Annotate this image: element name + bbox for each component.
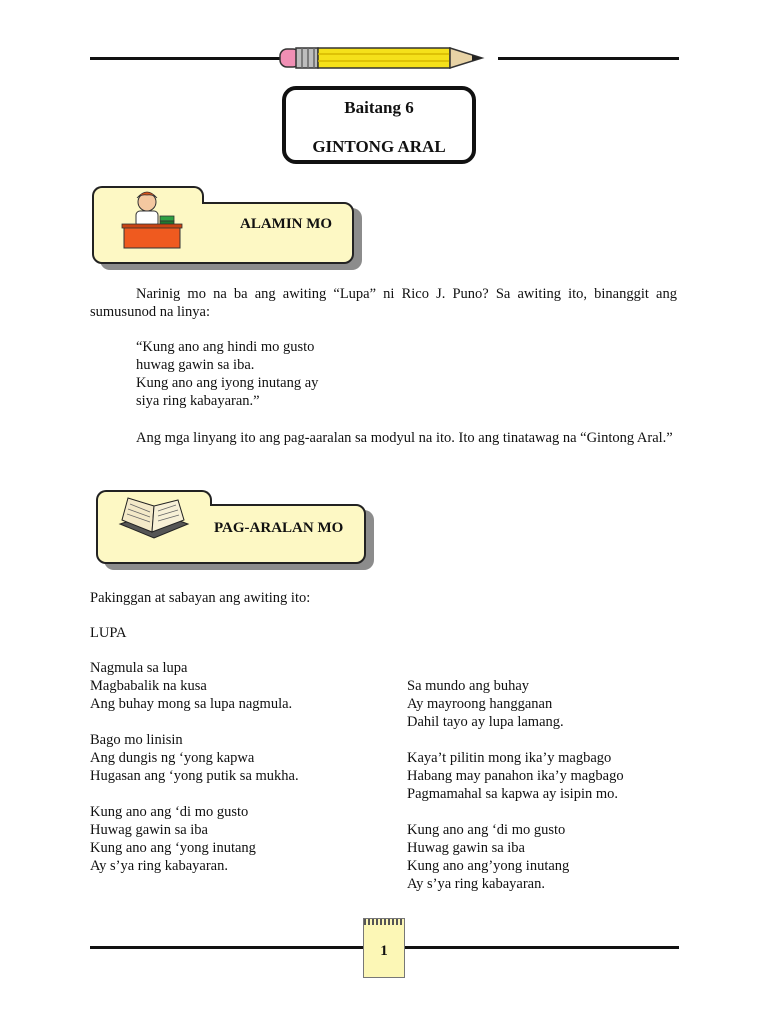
alamin-mo-banner — [92, 186, 364, 270]
quote-line: huwag gawin sa iba. — [136, 357, 255, 373]
quote-line: “Kung ano ang hindi mo gusto — [136, 339, 315, 355]
open-book-icon — [116, 494, 192, 540]
lyric-line: Kung ano ang ‘di mo gusto — [90, 804, 249, 820]
lyric-line: Sa mundo ang buhay — [407, 678, 530, 694]
page-number: 1 — [380, 943, 388, 959]
song-left-column — [90, 659, 299, 875]
pag-aralan-mo-banner — [96, 490, 376, 570]
lyric-line: Ang dungis ng ‘yong kapwa — [90, 750, 255, 766]
quote-line: siya ring kabayaran.” — [136, 393, 260, 409]
lyric-line: Huwag gawin sa iba — [90, 822, 208, 838]
song-instruction: Pakinggan at sabayan ang awiting ito: — [90, 590, 311, 606]
lyric-line: Kung ano ang ‘yong inutang — [90, 840, 256, 856]
notepad-icon — [363, 918, 405, 978]
lyric-line: Magbabalik na kusa — [90, 678, 207, 694]
intro-paragraph-2: Ang mga linyang ito ang pag-aaralan sa modyul na ito. Ito ang tinatawag na “Gintong Aral.” — [136, 430, 673, 446]
song-right-column — [407, 677, 624, 893]
song-title: LUPA — [90, 625, 127, 641]
lyric-line: Pagmamahal sa kapwa ay isipin mo. — [407, 786, 619, 802]
lyric-line: Kung ano ang’yong inutang — [407, 858, 570, 874]
lyric-line: Ay s’ya ring kabayaran. — [407, 876, 545, 892]
lyric-line: Nagmula sa lupa — [90, 660, 188, 676]
song-quote — [136, 338, 318, 410]
lyric-line: Huwag gawin sa iba — [407, 840, 525, 856]
top-rule-left — [90, 57, 286, 60]
intro-paragraph-1: Narinig mo na ba ang awiting “Lupa” ni Rico J. Puno? Sa awiting ito, binanggit ang sumusunod na linya: — [90, 286, 677, 320]
lyric-line: Kaya’t pilitin mong ika’y magbago — [407, 750, 612, 766]
quote-line: Kung ano ang iyong inutang ay — [136, 375, 319, 391]
lyric-line: Dahil tayo ay lupa lamang. — [407, 714, 564, 730]
lyric-line: Hugasan ang ‘yong putik sa mukha. — [90, 768, 299, 784]
alamin-mo-label: ALAMIN MO — [240, 216, 333, 232]
top-rule-right — [498, 57, 679, 60]
grade-label: Baitang 6 — [344, 98, 414, 117]
lyric-line: Ay s’ya ring kabayaran. — [90, 858, 228, 874]
lyric-line: Ay mayroong hangganan — [407, 696, 553, 712]
lyric-line: Habang may panahon ika’y magbago — [407, 768, 624, 784]
pag-aralan-mo-label: PAG-ARALAN MO — [214, 520, 344, 536]
module-title: GINTONG ARAL — [312, 137, 446, 156]
lyric-line: Ang buhay mong sa lupa nagmula. — [90, 696, 293, 712]
pencil-icon — [278, 44, 500, 72]
module-title-box — [282, 86, 476, 164]
student-at-desk-icon — [120, 188, 184, 250]
lyric-line: Bago mo linisin — [90, 732, 183, 748]
lyric-line: Kung ano ang ‘di mo gusto — [407, 822, 566, 838]
